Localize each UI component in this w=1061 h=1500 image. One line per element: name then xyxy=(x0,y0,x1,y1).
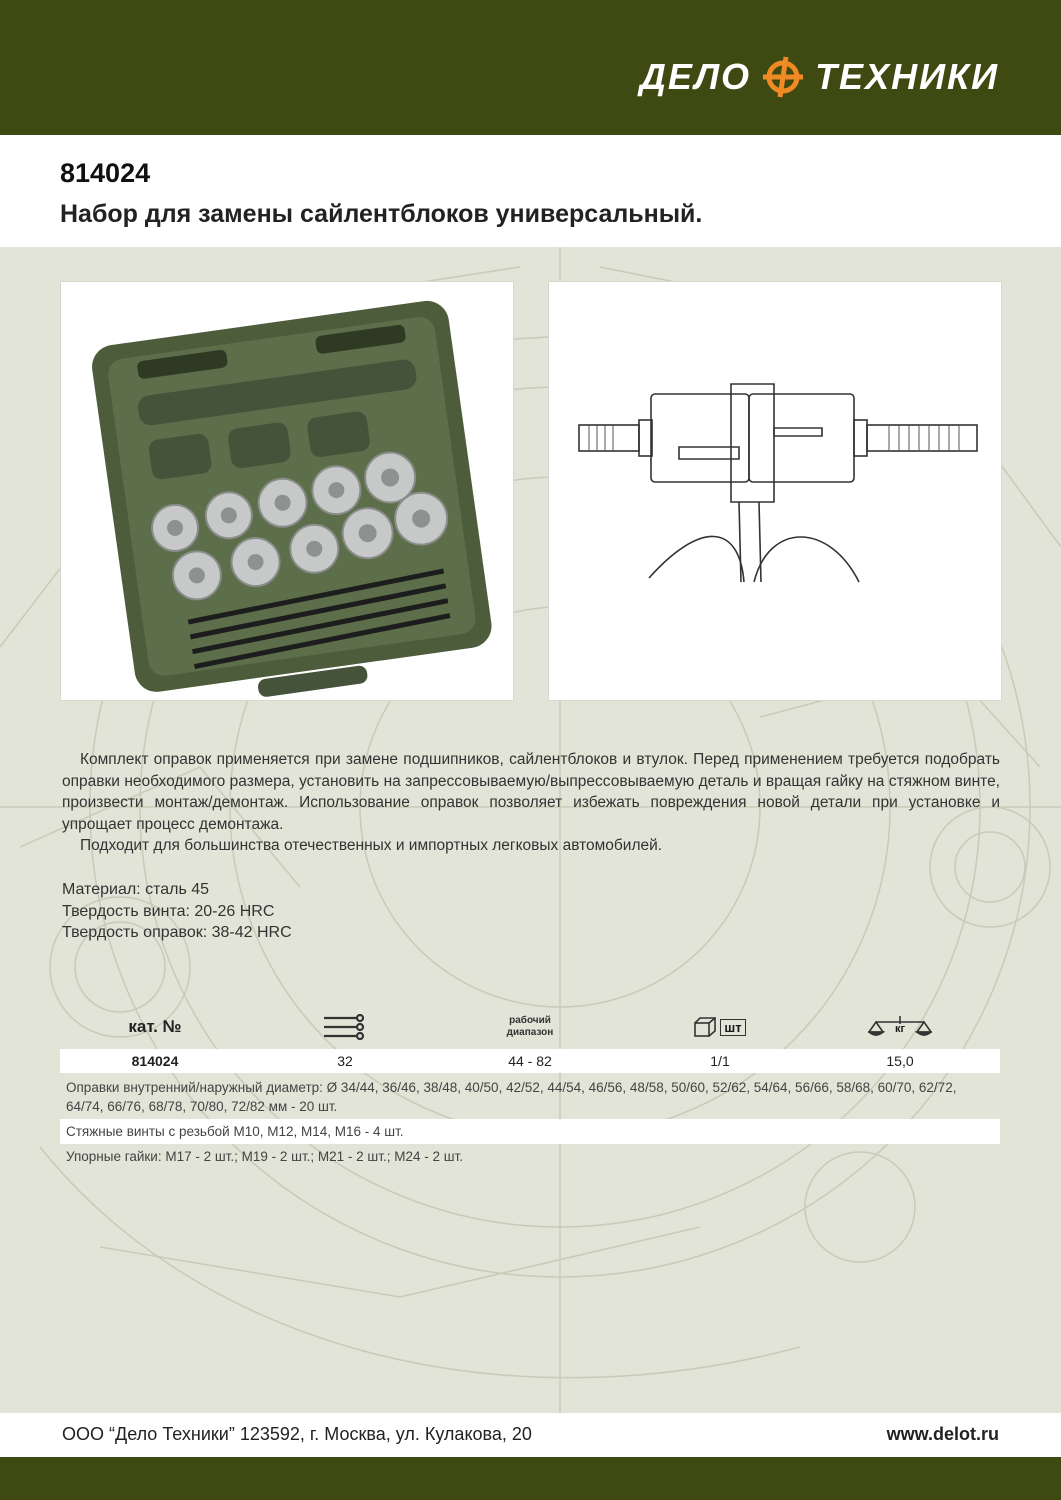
bottom-band xyxy=(0,1457,1061,1500)
pack-column-header xyxy=(680,1007,760,1047)
range-header-line1: рабочий xyxy=(509,1015,551,1026)
website-link[interactable]: www.delot.ru xyxy=(886,1424,999,1444)
range-column-header xyxy=(480,1007,580,1047)
cell-range: 44 - 82 xyxy=(508,1053,552,1069)
range-header-line2: диапазон xyxy=(506,1027,554,1038)
brand-logo xyxy=(640,52,999,102)
logo-cross-icon xyxy=(759,53,807,101)
company-address: ООО “Дело Техники” 123592, г. Москва, ул. Кулакова, 20 xyxy=(62,1424,532,1444)
cell-items: 32 xyxy=(337,1053,353,1069)
spec-note: Стяжные винты с резьбой М10, М12, М14, М16 - 4 шт. xyxy=(60,1119,1000,1144)
title-area xyxy=(0,135,1061,247)
property-line: Материал: сталь 45 xyxy=(62,881,210,898)
description-paragraph: Комплект оправок применяется при замене подшипников, сайлентблоков и втулок. Перед применением требуется подобрать оправки необходимого размера, установить на запрессовываемую/выпрессовываемую деталь и вращая гайку на стяжном винте, произвести монтаж/демонтаж. Использование оправок позволяет избежать повреждения новой детали при установке и упрощает процесс демонтажа. xyxy=(62,751,1000,833)
content-area xyxy=(0,247,1061,1455)
items-column-header xyxy=(315,1007,375,1047)
description-paragraph: Подходит для большинства отечественных и импортных легковых автомобилей. xyxy=(80,837,663,854)
cell-weight: 15,0 xyxy=(886,1053,914,1069)
logo-text-left: ДЕЛО xyxy=(639,56,752,97)
cat-column-header xyxy=(100,1007,210,1047)
product-photo-case xyxy=(60,281,514,701)
product-sku: 814024 xyxy=(60,158,151,188)
product-description xyxy=(62,749,1000,857)
pcs-header-label: шт xyxy=(720,1019,745,1036)
weight-column-header xyxy=(865,1007,935,1047)
usage-diagram xyxy=(548,281,1002,701)
cell-pack: 1/1 xyxy=(710,1053,730,1069)
kg-header-label: кг xyxy=(894,1023,906,1035)
tool-case-illustration xyxy=(61,282,513,700)
cat-header-label: кат. № xyxy=(128,1017,182,1036)
spec-note: Упорные гайки: М17 - 2 шт.; М19 - 2 шт.; М21 - 2 шт.; М24 - 2 шт. xyxy=(66,1149,463,1164)
header-band xyxy=(0,0,1061,135)
property-line: Твердость винта: 20-26 HRC xyxy=(62,902,275,920)
spec-table-row xyxy=(60,1049,1000,1073)
box-icon xyxy=(694,1017,716,1037)
cell-cat: 814024 xyxy=(131,1053,179,1069)
puller-schematic-illustration xyxy=(549,282,1001,700)
logo-text-right: ТЕХНИКИ xyxy=(815,56,999,97)
material-properties xyxy=(62,879,292,944)
tools-count-icon xyxy=(322,1014,368,1040)
property-line: Твердость оправок: 38-42 HRC xyxy=(62,924,292,941)
product-title: Набор для замены сайлентблоков универсальный. xyxy=(60,200,703,228)
spec-note: Оправки внутренний/наружный диаметр: Ø 34/44, 36/46, 38/48, 40/50, 42/52, 44/54, 46/56, 48/58, 50/60, 52/62, 54/64, 56/66, 58/68, 60/70, 62/72, 64/74, 66/76, 68/78, 70/80, 72/82 мм - 20 шт. xyxy=(66,1080,957,1114)
spec-table-header xyxy=(60,1007,1000,1047)
